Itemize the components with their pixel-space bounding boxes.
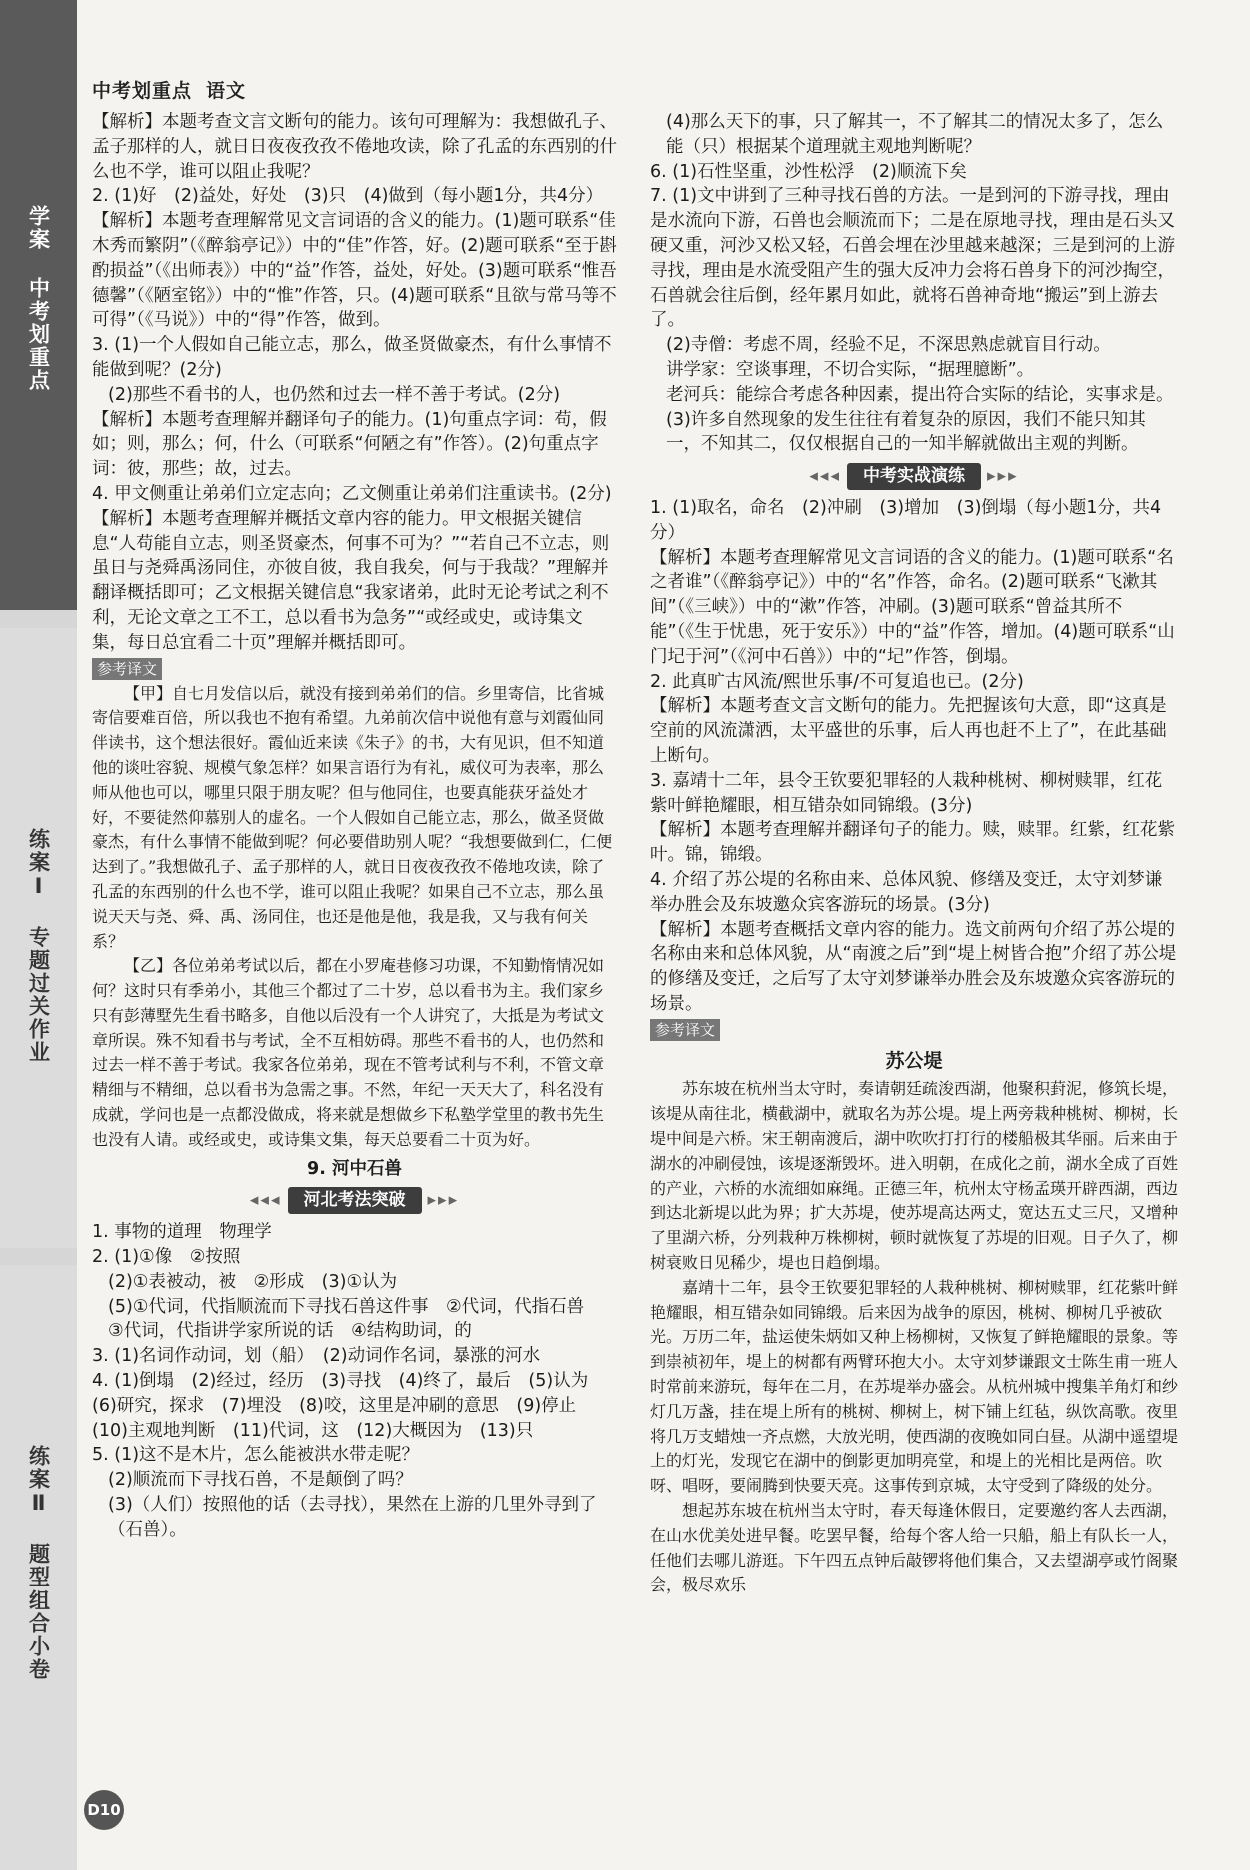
translation-yi: 【乙】各位弟弟考试以后，都在小罗庵巷修习功课，不知勤惰情况如何？这时只有季弟小，其他三个都过了二十岁，总以看书为主。我们家乡只有彭薄墅先生看书略多，自他以后没有一个人讲究了，大抵是为考试文章所误。殊不知看书与考试，全不互相妨碍。那些不看书的人，也仍然和过去一样不善于考试。我家各位弟弟，现在不管考试利与不利，不管文章精细与不精细，总以看书为急需之事。不然，年纪一天天大了，科名没有成就，学问也是一点都没做成，将来就是想做乡下私塾学堂里的教书先生也没有人请。或经或史，或诗集文集，每天总要看二十页为好。	[92, 956, 605, 1149]
practice-q4: 4. 介绍了苏公堤的名称由来、总体风貌、修缮及变迁，太守刘梦谦举办胜会及东坡邀众宾客游玩的场景。(3分)	[650, 869, 1163, 915]
header-subject: 语文	[206, 80, 247, 102]
hebei-q2-b: (2)①表被动，被 ②形成 (3)①认为	[108, 1271, 398, 1292]
hebei-q7-b: (2)寺僧：考虑不周，经验不足，不深思熟虑就盲目行动。	[666, 335, 1111, 356]
hebei-q7: 7. (1)文中讲到了三种寻找石兽的方法。一是到河的下游寻找，理由是水流向下游，石兽也会顺流而下；二是在原地寻找，理由是石头又硬又重，河沙又松又轻，石兽会埋在沙里越来越深；三是到河的上游寻找，理由是水流受阻产生的强大反冲力会将石兽身下的河沙掏空，石兽就会往后倒，经年累月如此，就将石兽神奇地“搬运”到上游去了。	[650, 186, 1175, 331]
analysis-q2: 【解析】本题考查理解常见文言词语的含义的能力。(1)题可联系“佳木秀而繁阴”（《醉翁亭记》）中的“佳”作答，好。(2)题可联系“至于斟酌损益”（《出师表》）中的“益”作答，益处，好处。(3)题可联系“惟吾德馨”（《陋室铭》）中的“惟”作答，只。(4)题可联系“且欲与常马等不可得”（《马说》）中的“得”作答，做到。	[92, 211, 617, 331]
answer-para: 【解析】本题考查文言文断句的能力。该句可理解为：我想做孔子、孟子那样的人，就日日夜夜孜孜不倦地攻读，除了孔孟的东西别的什么也不学，谁可以阻止我呢？	[92, 112, 617, 182]
answer-q4: 4. 甲文侧重让弟弟们立定志向；乙文侧重让弟弟们注重读书。(2分)	[92, 483, 612, 504]
practice-q1-analysis: 【解析】本题考查理解常见文言词语的含义的能力。(1)题可联系“名之者谁”（《醉翁亭记》）中的“名”作答，命名。(2)题可联系“飞漱其间”（《三峡》）中的“漱”作答，冲刷。(3)题可联系“曾益其所不能”（《生于忧患，死于安乐》）中的“益”作答，增加。(4)题可联系“山门圮于河”（《河中石兽》）中的“圮”作答，倒塌。	[650, 547, 1175, 667]
left-column	[92, 110, 617, 1543]
su-translation-2: 嘉靖十二年，县令王钦要犯罪轻的人栽种桃树、柳树赎罪，红花紫叶鲜艳耀眼，相互错杂如同锦缎。后来因为战争的原因，桃树、柳树几乎被砍光。万历二年，盐运使朱炳如又种上杨柳树，又恢复了鲜艳耀眼的景象。等到崇祯初年，堤上的树都有两臂环抱大小。太守刘梦谦跟文士陈生甫一班人时常前来游玩，每年在二月，在苏堤举办盛会。从杭州城中搜集羊角灯和纱灯几万盏，挂在堤上所有的桃树、柳树上，树下铺上红毡，纵饮高歌。夜里将几万支蜡烛一齐点燃，大放光明，使西湖的夜晚如同白昼。从湖中遥望堤上的灯光，发现它在湖中的倒影更加明亮堂，和堤上的光相比是两倍。吹呀、唱呀，要闹腾到快要天亮。这事传到京城，太守受到了降级的处分。	[650, 1277, 1179, 1496]
sidebar-label-1: 学案 中考划重点	[26, 205, 51, 392]
hebei-q2: 2. (1)①像 ②按照	[92, 1247, 241, 1268]
practice-q2-analysis: 【解析】本题考查文言文断句的能力。先把握该句大意，即“这真是空前的风流潇洒，太平盛世的乐事，后人再也赶不上了”，在此基础上断句。	[650, 696, 1167, 766]
sidebar-label-2: 练案Ⅰ 专题过关作业	[26, 828, 51, 1064]
page-header	[92, 76, 246, 103]
answer-q3: 3. (1)一个人假如自己能立志，那么，做圣贤做豪杰，有什么事情不能做到呢？(2分)	[92, 335, 612, 380]
answer-q2: 2. (1)好 (2)益处，好处 (3)只 (4)做到（每小题1分，共4分）	[92, 186, 604, 207]
practice-q1: 1. (1)取名，命名 (2)冲刷 (3)增加 (3)倒塌（每小题1分，共4分）	[650, 497, 1162, 543]
sidebar	[0, 0, 77, 1870]
hebei-q1: 1. 事物的道理 物理学	[92, 1222, 272, 1243]
practice-q4-analysis: 【解析】本题考查概括文章内容的能力。选文前两句介绍了苏公堤的名称由来和总体风貌，从“南渡之后”到“堤上树皆合抱”介绍了苏公堤的修缮及变迁，之后写了太守刘梦谦举办胜会及东坡邀众宾客游玩的场景。	[650, 919, 1177, 1014]
hebei-q7-c: 讲学家：空谈事理，不切合实际，“据理臆断”。	[666, 359, 1035, 380]
analysis-q3: 【解析】本题考查理解并翻译句子的能力。(1)句重点字词：苟，假如；则，那么；何，什么（可联系“何陋之有”作答）。(2)句重点字词：彼，那些；故，过去。	[92, 409, 607, 480]
hebei-q5-d: (4)那么天下的事，只了解其一，不了解其二的情况太多了，怎么能（只）根据某个道理就主观地判断呢？	[666, 112, 1164, 157]
hebei-q4: 4. (1)倒塌 (2)经过，经历 (3)寻找 (4)终了，最后 (5)认为 (6)研究，探求 (7)埋没 (8)咬，这里是冲刷的意思 (9)停止 (10)主观地判断 (11)代词，这 (12)大概因为 (13)只	[92, 1371, 606, 1441]
sidebar-label-3: 练案Ⅱ 题型组合小卷	[26, 1445, 51, 1681]
sidebar-tab-lianan-1[interactable]	[0, 628, 77, 1248]
answer-q3-2: (2)那些不看书的人，也仍然和过去一样不善于考试。(2分)	[108, 384, 561, 405]
band-label: 河北考法突破	[288, 1187, 422, 1214]
hebei-q3: 3. (1)名词作动词，划（船） (2)动词作名词，暴涨的河水	[92, 1346, 541, 1367]
hebei-q6: 6. (1)石性坚重，沙性松浮 (2)顺流下矣	[650, 161, 967, 182]
sidebar-tab-lianan-2[interactable]	[0, 1265, 77, 1870]
chapter-title: 9. 河中石兽	[307, 1158, 402, 1179]
sidebar-tab-xuean[interactable]	[0, 0, 77, 610]
section-band-2: ◂◂◂ 中考实战演练 ▸▸▸	[650, 463, 1178, 490]
practice-q3: 3. 嘉靖十二年，县令王钦要犯罪轻的人栽种桃树、柳树赎罪，红花紫叶鲜艳耀眼，相互错杂如同锦缎。(3分)	[650, 770, 1163, 816]
practice-q2: 2. 此真旷古风流/熙世乐事/不可复追也已。(2分)	[650, 671, 1024, 692]
hebei-q7-e: (3)许多自然现象的发生往往有着复杂的原因，我们不能只知其一，不知其二，仅仅根据自己的一知半解就做出主观的判断。	[666, 409, 1146, 455]
su-translation-3: 想起苏东坡在杭州当太守时，春天每逢休假日，定要邀约客人去西湖，在山水优美处进早餐。吃罢早餐，给每个客人给一只船，船上有队长一人，任他们去哪儿游逛。下午四五点钟后敲锣将他们集合，又去望湖亭或竹阁聚会，极尽欢乐	[650, 1501, 1179, 1595]
reference-translation-tag-2: 参考译文	[650, 1019, 720, 1041]
hebei-q5-b: (2)顺流而下寻找石兽，不是颠倒了吗？	[108, 1470, 413, 1491]
section-band: ◂◂◂ 河北考法突破 ▸▸▸	[92, 1187, 617, 1214]
hebei-q5: 5. (1)这不是木片，怎么能被洪水带走呢？	[92, 1445, 420, 1466]
translation-jia: 【甲】自七月发信以后，就没有接到弟弟们的信。乡里寄信，比省城寄信要难百倍，所以我也不抱有希望。九弟前次信中说他有意与刘霞仙同伴读书，这个想法很好。霞仙近来读《朱子》的书，大有见识，但不知道他的谈吐容貌、规模气象怎样？如果言语行为有礼，威仪可为表率，那么师从他也可以，哪里只限于朋友呢？但与他同住，也要真能获牙益处才好，不要徒然仰慕别人的虚名。一个人假如自己能立志，那么，做圣贤做豪杰，有什么事情不能做到呢？何必要借助别人呢？“我想要做到仁，仁便达到了。”我想做孔子、孟子那样的人，就日日夜夜孜孜不倦地攻读，除了孔孟的东西别的什么也不学，谁可以阻止我呢？如果自己不立志，那么虽说天天与尧、舜、禹、汤同住，也还是他是他，我是我，又与我有何关系？	[92, 683, 613, 951]
hebei-q2-c: (5)①代词，代指顺流而下寻找石兽这件事 ②代词，代指石兽 ③代词，代指讲学家所说的话 ④结构助词，的	[108, 1296, 602, 1342]
hebei-q5-c: (3)（人们）按照他的话（去寻找），果然在上游的几里外寻到了（石兽）。	[108, 1495, 597, 1540]
header-title: 中考划重点	[92, 80, 193, 102]
text-title: 苏公堤	[885, 1049, 943, 1072]
right-column	[650, 110, 1178, 1598]
analysis-q4: 【解析】本题考查理解并概括文章内容的能力。甲文根据关键信息“人苟能自立志，则圣贤豪杰，何事不可为？”“若自己不立志，则虽日与尧舜禹汤同住，亦彼自彼，我自我矣，何与于我哉？”理解并翻译概括即可；乙文根据关键信息“我家诸弟，此时无论考试之利不利，无论文章之工不工，总以看书为急务”“或经或史，或诗集文集，每日总宜看二十页”理解并概括即可。	[92, 508, 610, 653]
hebei-q7-d: 老河兵：能综合考虑各种因素，提出符合实际的结论，实事求是。	[666, 384, 1174, 405]
band-label-2: 中考实战演练	[847, 463, 981, 490]
reference-translation-tag: 参考译文	[92, 658, 162, 680]
su-translation-1: 苏东坡在杭州当太守时，奏请朝廷疏浚西湖，他聚积葑泥，修筑长堤，该堤从南往北，横截湖中，就取名为苏公堤。堤上两旁栽种桃树、柳树，长堤中间是六桥。宋王朝南渡后，湖中吹吹打打行的楼船极其华丽。后来由于湖水的冲刷侵蚀，该堤逐渐毁坏。进入明朝，在成化之前，湖水全成了百姓的产业，六桥的水流细如麻绳。正德三年，杭州太守杨孟瑛开辟西湖，西边到达北新堤以此为界；扩大苏堤，使苏堤高达两丈，宽达五丈三尺，又增种了里湖六桥，分列栽种万株柳树，顿时就恢复了苏堤的旧观。日子久了，柳树衰败日见稀少，堤也日趋倒塌。	[650, 1079, 1179, 1273]
page-number: D10	[84, 1790, 124, 1830]
practice-q3-analysis: 【解析】本题考查理解并翻译句子的能力。赎，赎罪。红紫，红花紫叶。锦，锦缎。	[650, 820, 1175, 866]
